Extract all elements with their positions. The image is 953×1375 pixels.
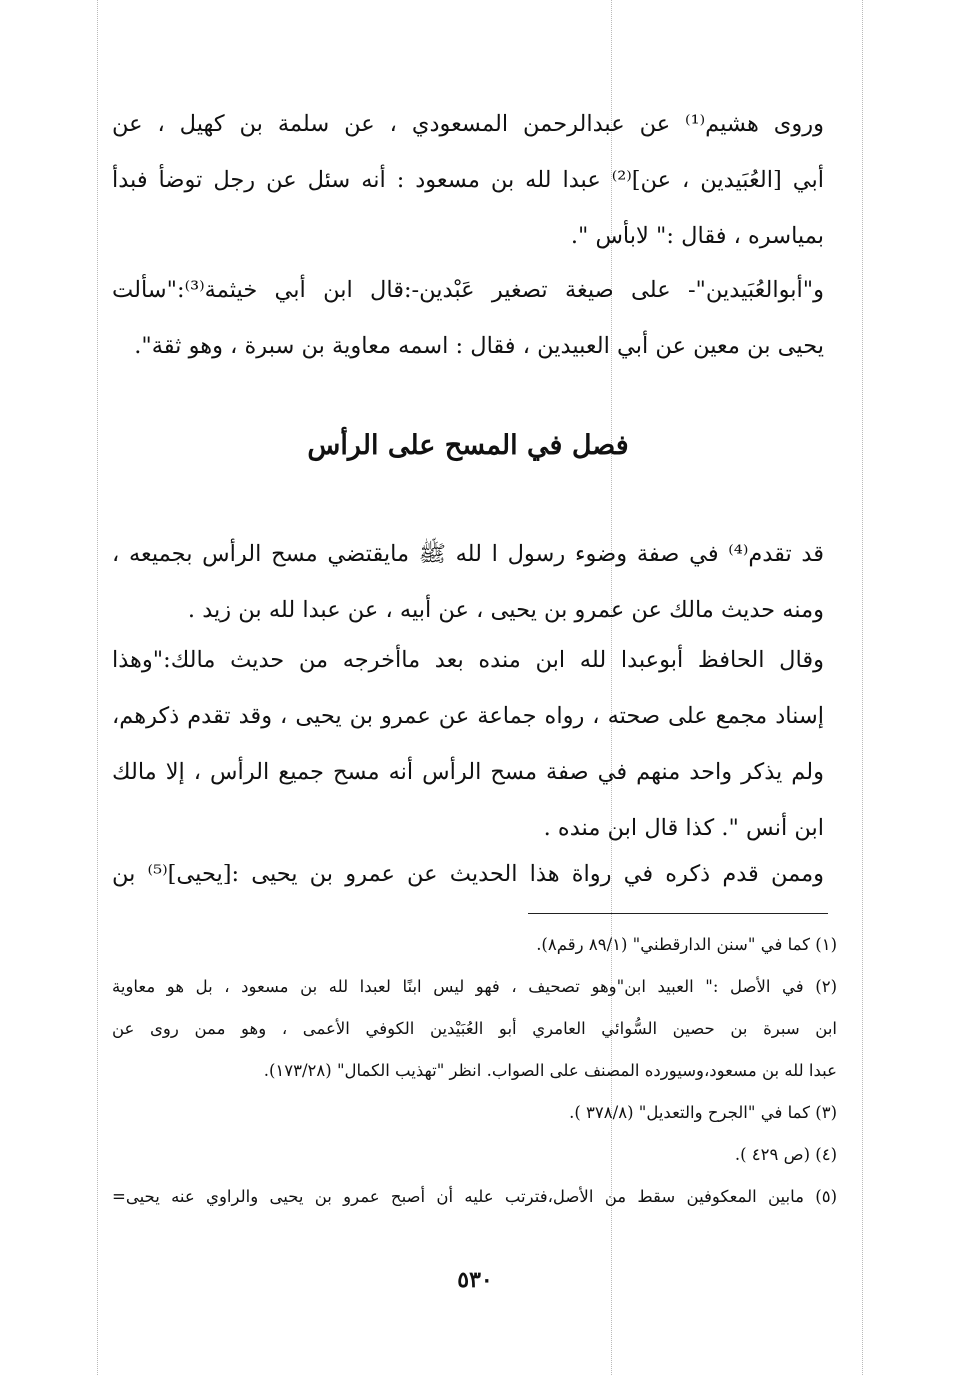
text-line: وممن قدم ذكره في رواة هذا الحديث عن عمرو بن يحيى :[يحيى]⁽⁵⁾ بن [112,861,824,887]
paragraph-section-intro [112,526,824,638]
scan-guide-line [97,0,98,1375]
page-number: ٥٣٠ [457,1267,493,1293]
text-line: ابن أنس ". كذا قال ابن منده . [543,815,824,841]
text-line: يحيى بن معين عن أبي العبيدين ، فقال : اسمه معاوية بن سبرة ، وهو ثقة". [134,333,824,359]
text-line: وقال الحافظ أبوعبدا لله ابن منده بعد ماأخرجه من حديث مالك:"وهذا [112,647,824,673]
footnotes [112,924,837,1218]
footnote-line: (٥) مابين المعكوفين سقط من الأصل،فترتب عليه أن أصبح عمرو بن يحيى والراوي عنه يحيى= [112,1187,837,1206]
paragraph-hushaym-narration [112,96,824,264]
text-line: و"أبوالعُبَيدين"- على صيغة تصغير عَبْدين-:قال ابن أبي خيثمة⁽³⁾:"سألت [112,277,824,303]
text-line: بمياسره ، فقال :" لابأس ". [570,223,824,249]
paragraph-ibn-mandah-quote [112,632,824,856]
section-heading: فصل في المسح على الرأس [307,430,629,461]
footnote-line: ابن سبرة بن حصين السُّوائي العامري أبو العُبَيْدين الكوفي الأعمى ، وهو ممن روى عن [112,1019,837,1038]
footnote-separator [528,913,828,914]
text-line: قد تقدم⁽⁴⁾ في صفة وضوء رسول ا لله ﷺ مايقتضي مسح الرأس بجميعه ، [112,541,824,567]
paragraph-abu-al-ubaydayn [112,262,824,374]
text-line: أبي [العُبَيدين ، عن]⁽²⁾ عبدا لله بن مسعود : أنه سئل عن رجل توضأ فبدأ [112,167,824,193]
text-line: ولم يذكر واحد منهم في صفة مسح الرأس أنه مسح جميع الرأس ، إلا مالك [112,759,824,785]
footnote-line: (٤) (ص ٤٢٩ ). [734,1145,837,1164]
footnote-line: (٣) كما في "الجرح والتعديل" (٣٧٨/٨ ). [569,1103,837,1122]
footnote-line: (٢) في الأصل :" العبيد ابن"وهو تصحيف ، فهو ليس ابنًا لعبدا لله بن مسعود ، بل هو معاوية [112,977,837,996]
text-line: إسناد مجمع على صحته ، رواه جماعة عن عمرو بن يحيى ، وقد تقدم ذكرهم، [112,703,824,729]
paragraph-continuation [112,846,824,902]
text-line: وروى هشيم⁽¹⁾ عن عبدالرحمن المسعودي ، عن سلمة بن كهيل ، عن [112,111,824,137]
scan-guide-line [862,0,863,1375]
footnote-line: (١) كما في "سنن الدارقطني" (٨٩/١ رقم٨). [536,935,837,954]
text-line: ومنه حديث مالك عن عمرو بن يحيى ، عن أبيه ، عن عبدا لله بن زيد . [187,597,824,623]
footnote-line: عبدا لله بن مسعود،وسيورده المصنف على الصواب. انظر "تهذيب الكمال" (١٧٣/٢٨). [263,1061,837,1080]
